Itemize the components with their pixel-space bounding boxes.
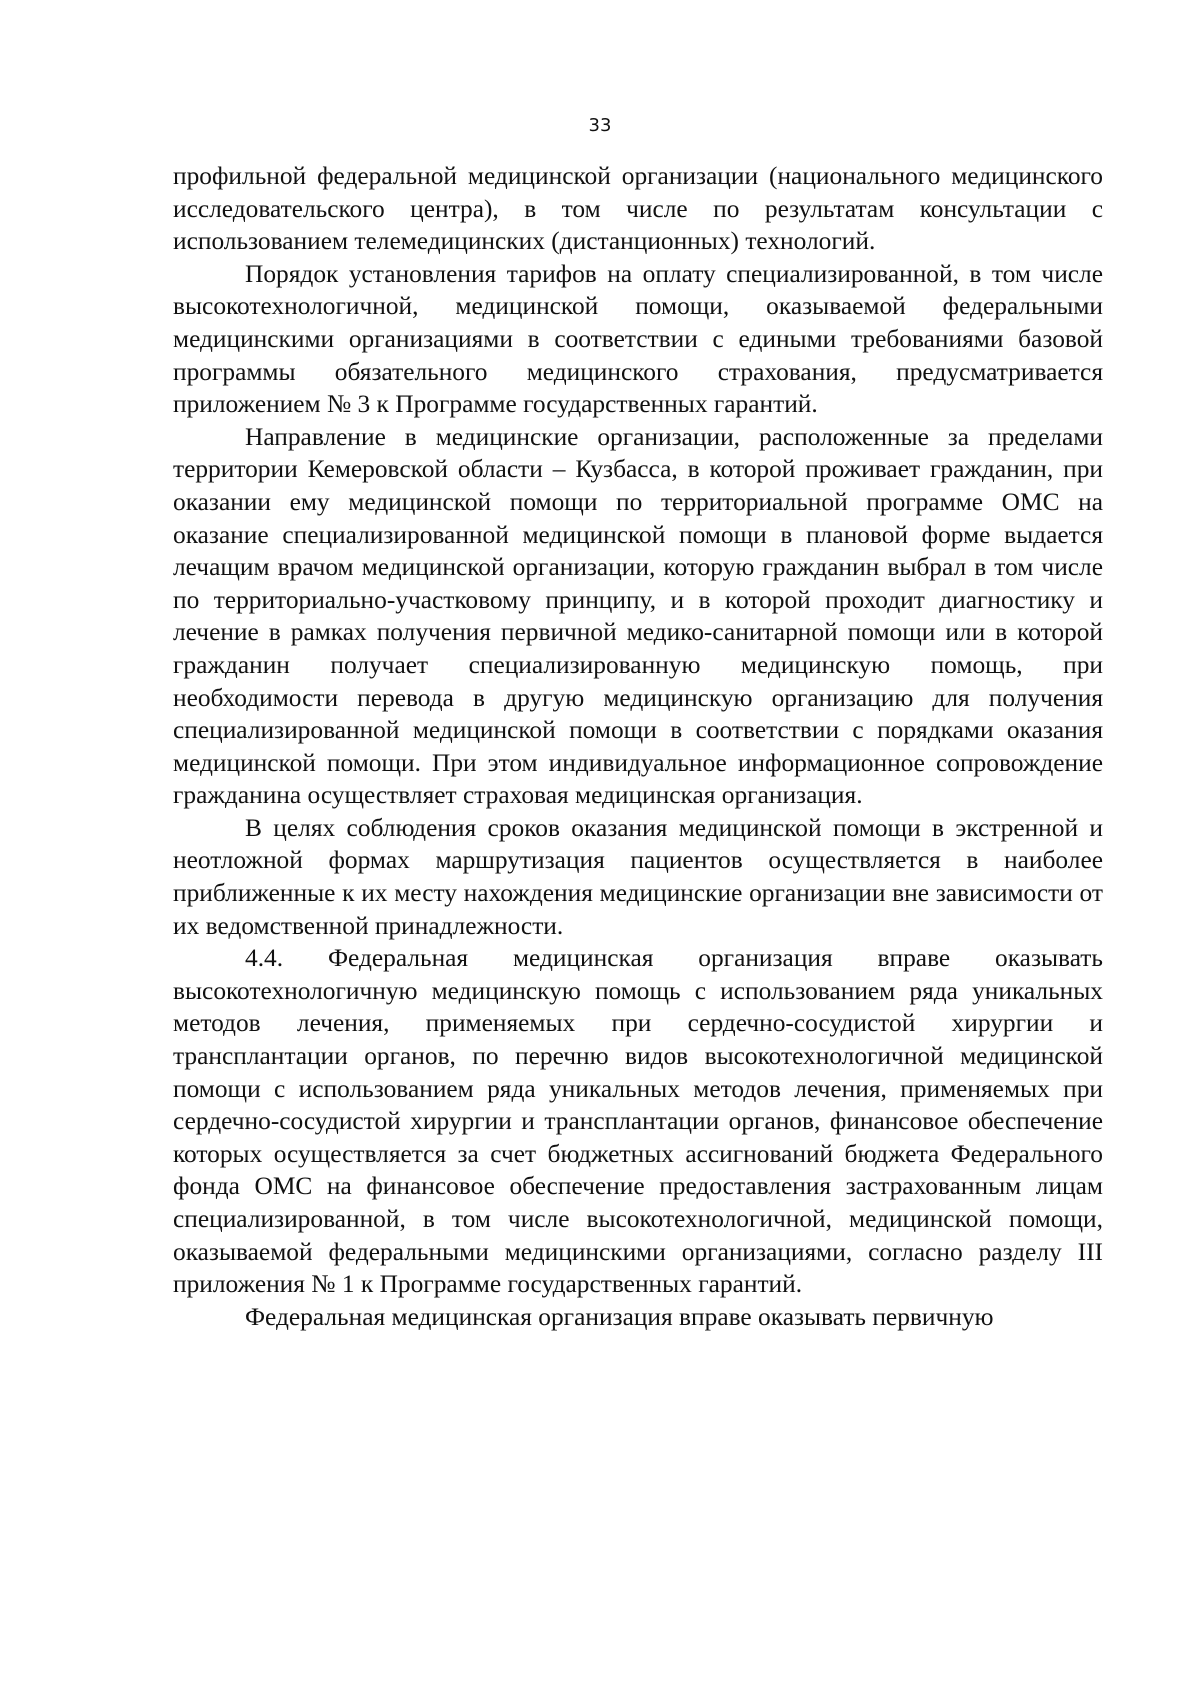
paragraph-primary-care-start: Федеральная медицинская организация вправе оказывать первичную: [245, 1302, 994, 1331]
page-number: 33: [588, 115, 612, 136]
paragraph-continuation: профильной федеральной медицинской организации (национального медицинского исследовательского центра), в том числе по результатам консультации с использованием телемедицинских (дистанционных) технологий.: [173, 162, 1103, 256]
paragraph-emergency-routing: В целях соблюдения сроков оказания медицинской помощи в экстренной и неотложной формах маршрутизация пациентов осуществляется в наиболее приближенные к их месту нахождения медицинские организации вне зависимости от их ведомственной принадлежности.: [173, 813, 1103, 940]
document-body: [173, 160, 1103, 1333]
paragraph-tariff-procedure: Порядок установления тарифов на оплату специализированной, в том числе высокотехнологичной, медицинской помощи, оказываемой федеральными медицинскими организациями в соответствии с едиными требованиями базовой программы обязательного медицинского страхования, предусматривается приложением № 3 к Программе государственных гарантий.: [173, 259, 1103, 419]
paragraph-section-4-4: 4.4. Федеральная медицинская организация вправе оказывать высокотехнологичную медицинскую помощь с использованием ряда уникальных методов лечения, применяемых при сердечно-сосудистой хирургии и трансплантации органов, по перечню видов высокотехнологичной медицинской помощи с использованием ряда уникальных методов лечения, применяемых при сердечно-сосудистой хирургии и трансплантации органов, финансовое обеспечение которых осуществляется за счет бюджетных ассигнований бюджета Федерального фонда ОМС на финансовое обеспечение предоставления застрахованным лицам специализированной, в том числе высокотехнологичной, медицинской помощи, оказываемой федеральными медицинскими организациями, согласно разделу III приложения № 1 к Программе государственных гарантий.: [173, 944, 1103, 1299]
paragraph-referral-outside-region: Направление в медицинские организации, расположенные за пределами территории Кемеровской области – Кузбасса, в которой проживает гражданин, при оказании ему медицинской помощи по территориальной программе ОМС на оказание специализированной медицинской помощи в плановой форме выдается лечащим врачом медицинской организации, которую гражданин выбрал в том числе по территориально-участковому принципу, и в которой проходит диагностику и лечение в рамках получения первичной медико-санитарной помощи или в которой гражданин получает специализированную медицинскую помощь, при необходимости перевода в другую медицинскую организацию для получения специализированной медицинской помощи в соответствии с порядками оказания медицинской помощи. При этом индивидуальное информационное сопровождение гражданина осуществляет страховая медицинская организация.: [173, 422, 1103, 810]
